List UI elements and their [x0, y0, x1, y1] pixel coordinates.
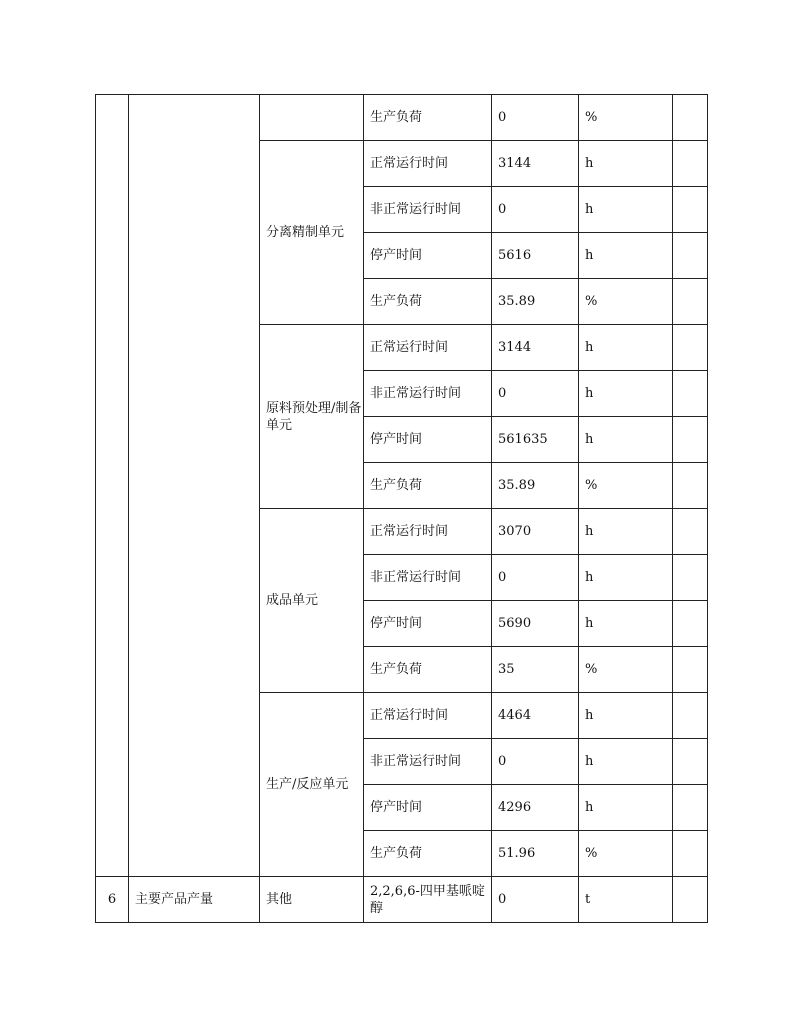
item-cell: 非正常运行时间 — [364, 187, 492, 233]
value-cell: 0 — [492, 371, 579, 417]
note-cell — [673, 601, 708, 647]
value-cell: 561635 — [492, 417, 579, 463]
note-cell — [673, 417, 708, 463]
value-cell: 0 — [492, 739, 579, 785]
unit-cell: % — [579, 831, 673, 877]
type-cell: 其他 — [260, 877, 364, 923]
item-cell: 生产负荷 — [364, 95, 492, 141]
item-cell: 停产时间 — [364, 233, 492, 279]
note-cell — [673, 555, 708, 601]
value-cell: 35.89 — [492, 279, 579, 325]
seq-cell: 6 — [96, 877, 129, 923]
unit-name-cell: 原料预处理/制备单元 — [260, 325, 364, 509]
item-cell: 非正常运行时间 — [364, 555, 492, 601]
unit-cell: h — [579, 233, 673, 279]
value-cell: 5690 — [492, 601, 579, 647]
value-cell: 5616 — [492, 233, 579, 279]
item-cell: 非正常运行时间 — [364, 739, 492, 785]
note-cell — [673, 141, 708, 187]
item-cell: 正常运行时间 — [364, 141, 492, 187]
value-cell: 3144 — [492, 141, 579, 187]
unit-cell: h — [579, 555, 673, 601]
note-cell — [673, 647, 708, 693]
item-cell: 2,2,6,6-四甲基哌啶醇 — [364, 877, 492, 923]
value-cell: 0 — [492, 95, 579, 141]
item-cell: 停产时间 — [364, 417, 492, 463]
unit-cell: h — [579, 693, 673, 739]
note-cell — [673, 371, 708, 417]
unit-cell: h — [579, 371, 673, 417]
unit-name-cell: 生产/反应单元 — [260, 693, 364, 877]
note-cell — [673, 785, 708, 831]
note-cell — [673, 693, 708, 739]
item-cell: 正常运行时间 — [364, 325, 492, 371]
unit-cell: h — [579, 601, 673, 647]
value-cell: 51.96 — [492, 831, 579, 877]
production-table — [95, 94, 708, 923]
note-cell — [673, 739, 708, 785]
unit-cell: h — [579, 785, 673, 831]
note-cell — [673, 187, 708, 233]
value-cell: 3070 — [492, 509, 579, 555]
note-cell — [673, 509, 708, 555]
category-cell: 主要产品产量 — [129, 877, 260, 923]
category-cell — [129, 95, 260, 877]
seq-cell — [96, 95, 129, 877]
unit-cell: h — [579, 141, 673, 187]
item-cell: 正常运行时间 — [364, 693, 492, 739]
unit-cell: h — [579, 509, 673, 555]
unit-name-cell: 成品单元 — [260, 509, 364, 693]
item-cell: 停产时间 — [364, 785, 492, 831]
value-cell: 4296 — [492, 785, 579, 831]
note-cell — [673, 279, 708, 325]
note-cell — [673, 325, 708, 371]
item-cell: 停产时间 — [364, 601, 492, 647]
unit-cell: h — [579, 325, 673, 371]
item-cell: 正常运行时间 — [364, 509, 492, 555]
value-cell: 0 — [492, 877, 579, 923]
note-cell — [673, 877, 708, 923]
unit-cell: t — [579, 877, 673, 923]
unit-name-cell — [260, 95, 364, 141]
item-cell: 生产负荷 — [364, 831, 492, 877]
item-cell: 非正常运行时间 — [364, 371, 492, 417]
unit-cell: h — [579, 739, 673, 785]
value-cell: 0 — [492, 187, 579, 233]
value-cell: 3144 — [492, 325, 579, 371]
unit-cell: h — [579, 187, 673, 233]
note-cell — [673, 463, 708, 509]
note-cell — [673, 233, 708, 279]
value-cell: 0 — [492, 555, 579, 601]
unit-name-cell: 分离精制单元 — [260, 141, 364, 325]
unit-cell: % — [579, 95, 673, 141]
unit-cell: % — [579, 279, 673, 325]
unit-cell: h — [579, 417, 673, 463]
note-cell — [673, 831, 708, 877]
unit-cell: % — [579, 463, 673, 509]
value-cell: 4464 — [492, 693, 579, 739]
value-cell: 35 — [492, 647, 579, 693]
unit-cell: % — [579, 647, 673, 693]
item-cell: 生产负荷 — [364, 279, 492, 325]
item-cell: 生产负荷 — [364, 463, 492, 509]
item-cell: 生产负荷 — [364, 647, 492, 693]
table-row — [96, 877, 708, 923]
table-row — [96, 95, 708, 141]
value-cell: 35.89 — [492, 463, 579, 509]
note-cell — [673, 95, 708, 141]
